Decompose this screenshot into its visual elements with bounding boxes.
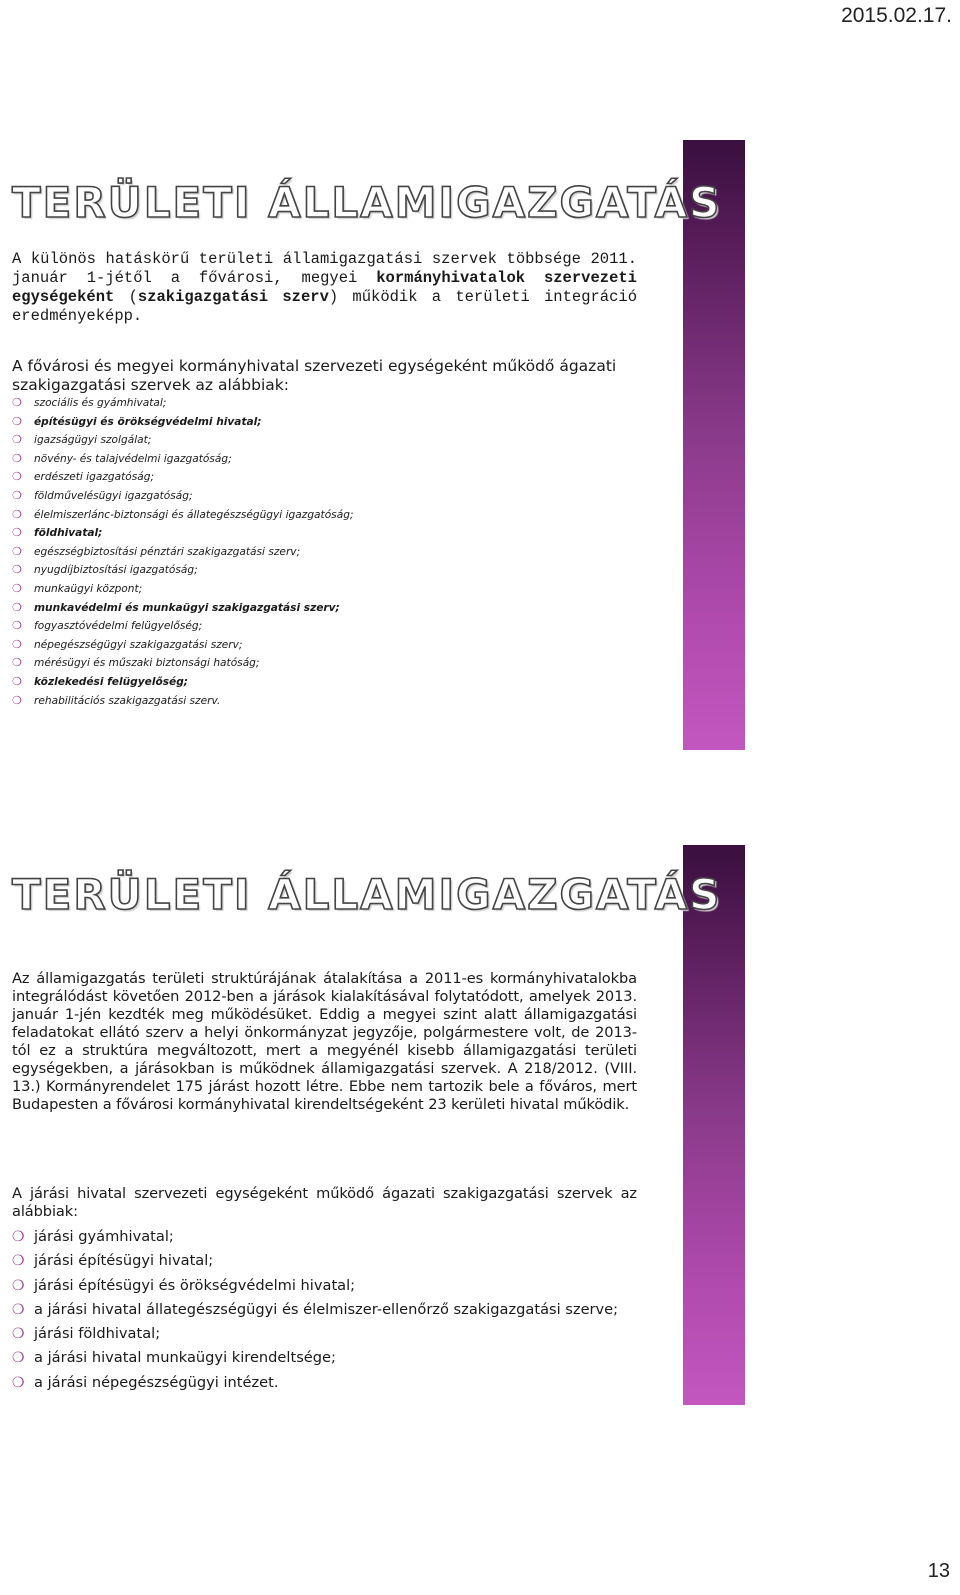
body-paragraph: Az államigazgatás területi struktúrájának átalakítása a 2011-es kormányhivatalokba integrálódást követően 2012-ben a járások kialakításával folytatódott, amelyek 2013. január 1-jén kezdték meg működésüket. Eddig a megyei szint alatt államigazgatási feladatokat ellátó szerv a helyi önkormányzat jegyzője, polgármestere volt, de 2013-tól ez a struktúra megváltozott, mert a megyénél kisebb államigazgatási területi egységekben, a járásokban is működnek államigazgatási szervek. A 218/2012. (VIII. 13.) Kormányrendelet 175 járást hozott létre. Ebbe nem tartozik bele a főváros, mert Budapesten a fővárosi kormányhivatal kirendeltségeként 23 kerületi hivatal működik. [12, 970, 637, 1113]
list-item [10, 1274, 650, 1298]
bullet-icon: ❍ [12, 1229, 25, 1245]
list-item-label: a járási hivatal állategészségügyi és élelmiszer-ellenőrző szakigazgatási szerve; [34, 1300, 619, 1318]
bullet-icon: ❍ [12, 619, 22, 633]
list-item [10, 506, 650, 525]
list-item [10, 654, 650, 673]
bullet-icon: ❍ [12, 581, 22, 595]
list-item [10, 617, 650, 636]
list-item-label: rehabilitációs szakigazgatási szerv. [34, 694, 221, 707]
bullet-icon: ❍ [12, 1374, 25, 1391]
list-item [10, 1249, 650, 1273]
page-number: 13 [927, 1560, 950, 1582]
bullet-icon: ❍ [12, 451, 22, 465]
list-item [10, 524, 650, 543]
list-item-label: járási építésügyi hivatal; [34, 1252, 214, 1270]
list-item [10, 580, 650, 599]
list-item-label: nyugdíjbiztosítási igazgatóság; [34, 564, 198, 577]
slide-1 [0, 140, 960, 750]
list-item-label: egészségbiztosítási pénztári szakigazgatási szerv; [34, 545, 301, 558]
list-item [10, 599, 650, 618]
bullet-icon: ❍ [12, 656, 22, 670]
list-item-label: munkaügyi központ; [34, 582, 143, 595]
bullet-icon: ❍ [12, 396, 22, 409]
district-office-list [10, 1225, 650, 1395]
list-item [10, 1346, 650, 1370]
bullet-icon: ❍ [12, 637, 22, 651]
list-item-label: élelmiszerlánc-biztonsági és állategészségügyi igazgatóság; [34, 508, 354, 521]
list-item [10, 450, 650, 469]
intro-bold-2: szakigazgatási szerv [137, 288, 329, 306]
accent-bar [683, 845, 745, 1405]
list-item-label: közlekedési felügyelőség; [34, 675, 189, 688]
bullet-icon: ❍ [12, 470, 22, 484]
list-item-label: szociális és gyámhivatal; [34, 397, 167, 409]
list-item-label: a járási hivatal munkaügyi kirendeltsége; [34, 1349, 336, 1367]
list-item [10, 394, 650, 413]
bullet-icon: ❍ [12, 563, 22, 577]
list-item-label: járási gyámhivatal; [34, 1228, 174, 1245]
list-item [10, 1371, 650, 1395]
list-item [10, 692, 650, 711]
bullet-icon: ❍ [12, 488, 22, 502]
list-item-label: mérésügyi és műszaki biztonsági hatóság; [34, 657, 260, 670]
list-item-label: fogyasztóvédelmi felügyelőség; [34, 620, 203, 633]
slide-title: TERÜLETI ÁLLAMIGAZGATÁS [12, 870, 722, 919]
slide-title: TERÜLETI ÁLLAMIGAZGATÁS [12, 178, 722, 227]
list-item [10, 543, 650, 562]
bullet-icon: ❍ [12, 507, 22, 521]
list-item-label: járási építésügyi és örökségvédelmi hivatal; [34, 1276, 356, 1294]
list-item-label: népegészségügyi szakigazgatási szerv; [34, 638, 243, 651]
list-item [10, 1225, 650, 1249]
list-item-label: erdészeti igazgatóság; [34, 471, 155, 484]
intro-paragraph [12, 250, 637, 326]
office-list [10, 394, 650, 710]
bullet-icon: ❍ [12, 600, 22, 614]
bullet-icon: ❍ [12, 433, 22, 447]
bullet-icon: ❍ [12, 1277, 25, 1294]
list-item [10, 673, 650, 692]
slide-2 [0, 845, 960, 1405]
list-item-label: építésügyi és örökségvédelmi hivatal; [34, 415, 262, 428]
header-date: 2015.02.17. [841, 4, 952, 27]
list-item [10, 561, 650, 580]
list-item [10, 1322, 650, 1346]
bullet-icon: ❍ [12, 526, 22, 540]
list-item [10, 431, 650, 450]
list-item [10, 487, 650, 506]
bullet-icon: ❍ [12, 693, 22, 707]
list-item-label: földhivatal; [34, 527, 103, 540]
lead-paragraph: A fővárosi és megyei kormányhivatal szervezeti egységeként működő ágazati szakigazgatási szervek az alábbiak: [12, 357, 617, 394]
intro-text-1: A különös hatáskörű területi államigazgatási szervek többsége 2011. január 1-jétől a fővárosi, megyei [12, 250, 637, 287]
bullet-icon: ❍ [12, 1301, 25, 1318]
bullet-icon: ❍ [12, 1253, 25, 1270]
list-item-label: növény- és talajvédelmi igazgatóság; [34, 452, 232, 465]
lead-paragraph: A járási hivatal szervezeti egységeként működő ágazati szakigazgatási szervek az alábbiak: [12, 1185, 637, 1220]
intro-text-2: ( [114, 288, 138, 306]
bullet-icon: ❍ [12, 674, 22, 688]
bullet-icon: ❍ [12, 1326, 25, 1343]
intro-bold-1: kormányhivatalok szervezeti egységeként [12, 269, 637, 306]
list-item-label: munkavédelmi és munkaügyi szakigazgatási szerv; [34, 601, 340, 614]
list-item [10, 468, 650, 487]
list-item-label: igazságügyi szolgálat; [34, 434, 152, 447]
bullet-icon: ❍ [12, 544, 22, 558]
list-item-label: a járási népegészségügyi intézet. [34, 1373, 279, 1391]
list-item [10, 413, 650, 432]
list-item [10, 636, 650, 655]
bullet-icon: ❍ [12, 414, 22, 428]
list-item [10, 1298, 650, 1322]
list-item-label: járási földhivatal; [34, 1325, 161, 1343]
accent-bar [683, 140, 745, 750]
bullet-icon: ❍ [12, 1350, 25, 1367]
list-item-label: földművelésügyi igazgatóság; [34, 489, 193, 502]
intro-text-3: ) működik a területi integráció eredményeképp. [12, 288, 638, 325]
